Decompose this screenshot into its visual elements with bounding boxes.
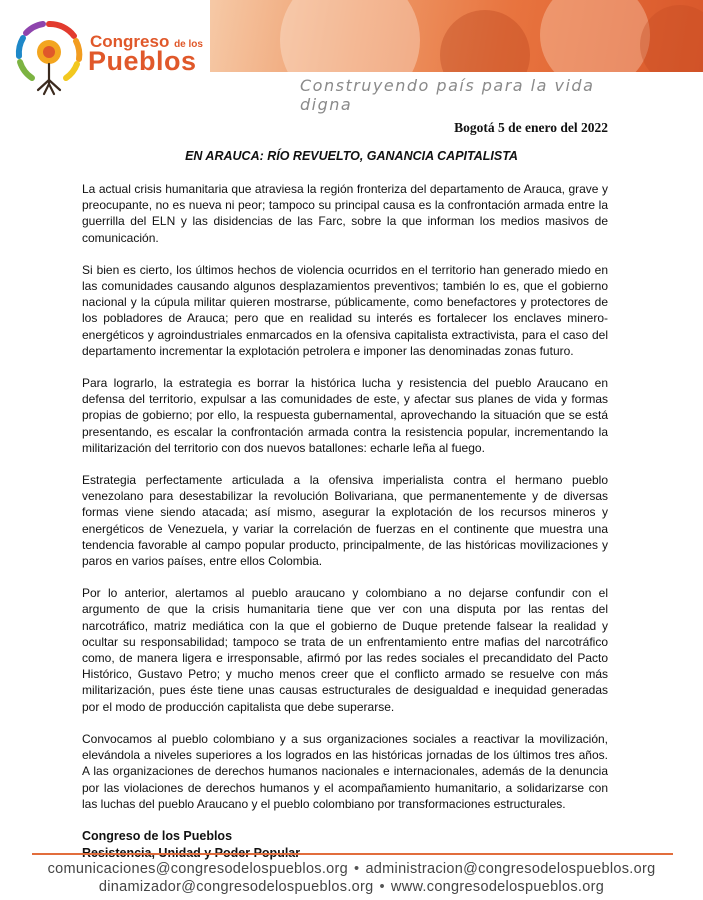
bullet-separator: • — [354, 861, 360, 877]
signature-organization: Congreso de los Pueblos — [82, 828, 233, 843]
signature — [82, 828, 608, 862]
paragraph: Estrategia perfectamente articulada a la ofensiva imperialista contra el hermano pueblo venezolano para desestabilizar la revolución Bolivariana, que permanentemente y de diversas formas viene siendo atacada; así mismo, asegurar la explotación de los recursos mineros y energéticos de Venezuela, y variar la correlación de fuerzas en el continente que muestra una tendencia favorable al campo popular producto, principalmente, de las históricas movilizaciones y paros en varios países, entre ellos Colombia. — [82, 473, 608, 569]
paragraph: Si bien es cierto, los últimos hechos de violencia ocurridos en el territorio han generado miedo en las comunidades causando algunos desplazamientos preventivos; también lo es, que el gobierno nacional y la cúpula militar quieren mostrarse, públicamente, como benefactores y protectores de los pobladores de Arauca; pero que en realidad su interés es fortalecer los enclaves minero-energéticos y agroindustriales enmarcados en la ofensiva capitalista extractivista, para el caso del departamento incrementar la explotación petrolera e imponer las denominadas zonas futuro. — [82, 262, 608, 358]
footer-email-administration[interactable]: administracion@congresodelospueblos.org — [365, 861, 656, 877]
tagline-bar — [300, 72, 703, 114]
header-banner-image — [210, 0, 703, 72]
footer-rule — [32, 853, 673, 855]
bullet-separator: • — [379, 879, 385, 895]
paragraph: Para lograrlo, la estrategia es borrar la histórica lucha y resistencia del pueblo Araucano en defensa del territorio, expulsar a las comunidades de este, y afectar sus planes de vida y formas propias de gobierno; por ello, la respuesta gubernamental, aprovechando la situación que se está presentando, es escalar la confrontación armada contra la resistencia popular, incrementando la militarización del territorio con dos nuevos batallones: echarle leña al fuego. — [82, 376, 608, 455]
document-body — [82, 181, 608, 862]
tree-logo-icon — [8, 14, 90, 96]
organization-logo — [4, 10, 214, 100]
logo-wordmark-line1: Congreso de los — [90, 32, 203, 51]
paragraph: Por lo anterior, alertamos al pueblo araucano y colombiano a no dejarse confundir con el argumento de que la crisis humanitaria tiene que ver con una disputa por las rentas del narcotráfico, matriz mediática con la que el gobierno de Duque pretende falsear la realidad y ocultar su responsabilidad; tampoco se trata de un enfrentamiento entre mafias del narcotráfico como, de manera ligera e irresponsable, afirmó por las redes sociales el precandidato del Pacto Histórico, Gustavo Petro; y mucho menos creer que el conflicto armado se resuelve con más militarización, pues éste tiene unas causas estructurales de desigualdad e inequidad generadas por el modo de producción capitalista que debe superarse. — [82, 586, 608, 714]
logo-wordmark-line2: Pueblos — [88, 46, 197, 76]
document-date: Bogotá 5 de enero del 2022 — [454, 120, 608, 135]
footer-email-communications[interactable]: comunicaciones@congresodelospueblos.org — [47, 861, 349, 877]
logo-wordmark-small: de los — [174, 39, 203, 50]
footer-email-dinamizador[interactable]: dinamizador@congresodelospueblos.org — [98, 879, 374, 895]
paragraph: La actual crisis humanitaria que atraviesa la región fronteriza del departamento de Arauca, grave y preocupante, no es nueva ni peor; tampoco su principal causa es la confrontación armada entre la guerrilla del ELN y las disidencias de las Farc, sobre la que informan los medios masivos de comunicación. — [82, 182, 608, 245]
footer-website-link[interactable]: www.congresodelospueblos.org — [390, 879, 605, 895]
letterhead — [0, 0, 703, 114]
paragraph: Convocamos al pueblo colombiano y a sus organizaciones sociales a reactivar la movilización, elevándola a niveles superiores a los logrados en las históricas jornadas de los últimos tres años. A las organizaciones de derechos humanos nacionales e internacionales, además de la denuncia por las violaciones de derechos humanos y el acompañamiento humanitario, a solidarizarse con las luchas del pueblo Araucano y el pueblo colombiano por transformaciones estructurales. — [82, 731, 608, 811]
document-title: EN ARAUCA: RÍO REVUELTO, GANANCIA CAPITALISTA — [185, 149, 518, 163]
footer-contacts-line1 — [0, 861, 703, 877]
tagline: Construyendo país para la vida digna — [300, 76, 595, 114]
footer-contacts-line2 — [0, 879, 703, 895]
